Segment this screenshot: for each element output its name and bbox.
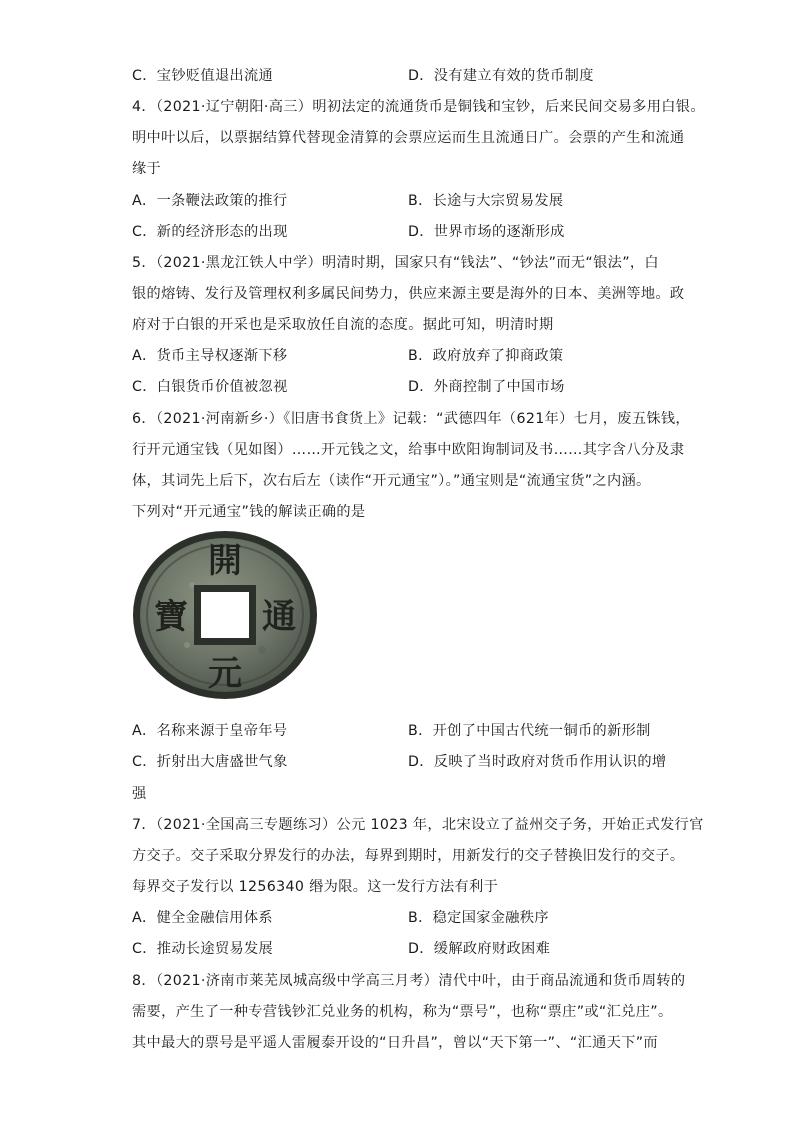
q6-stem-line-2: 行开元通宝钱（见如图）……开元钱之文，给事中欧阳询制词及书……其字含八分及隶	[132, 442, 685, 458]
q7-stem-line-3: 每界交子发行以 1256340 缗为限。这一发行方法有利于	[132, 879, 499, 895]
coin-char-bottom: 元	[208, 654, 242, 694]
q4-stem-line-3: 缘于	[132, 161, 162, 177]
coin-patina-spot	[258, 646, 266, 654]
q4-stem-line-1: 4．（2021·辽宁朝阳·高三）明初法定的流通货币是铜钱和宝钞，后来民间交易多用白银。	[132, 99, 705, 115]
q4-option-b[interactable]: B．长途与大宗贸易发展	[408, 193, 564, 209]
q6-stem-line-1: 6．（2021·河南新乡·）《旧唐书食货上》记载：“武德四年（621年）七月，废五铢钱，	[132, 411, 690, 427]
q8-stem-line-2: 需要，产生了一种专营钱钞汇兑业务的机构，称为“票号”，也称“票庄”或“汇兑庄”。	[132, 1004, 673, 1020]
q4-option-d[interactable]: D．世界市场的逐渐形成	[408, 224, 565, 240]
q8-stem-line-3: 其中最大的票号是平遥人雷履泰开设的“日升昌”，曾以“天下第一”、“汇通天下”而	[132, 1035, 658, 1051]
q6-option-d[interactable]: D．反映了当时政府对货币作用认识的增	[408, 754, 667, 770]
coin-patina-spot	[184, 642, 190, 648]
q3-option-d[interactable]: D．没有建立有效的货币制度	[408, 68, 594, 84]
q7-stem-line-1: 7．（2021·全国高三专题练习）公元 1023 年，北宋设立了益州交子务，开始正式发行官	[132, 817, 704, 833]
q4-option-c[interactable]: C．新的经济形态的出现	[132, 224, 288, 240]
q3-option-c[interactable]: C．宝钞贬值退出流通	[132, 68, 274, 84]
q4-stem-line-2: 明中叶以后，以票据结算代替现金清算的会票应运而生且流通日广。会票的产生和流通	[132, 130, 685, 146]
kaiyuan-tongbao-coin-image	[132, 530, 318, 700]
coin-square-hole	[201, 592, 249, 638]
q4-option-a[interactable]: A．一条鞭法政策的推行	[132, 193, 288, 209]
q5-stem-line-3: 府对于白银的开采也是采取放任自流的态度。据此可知，明清时期	[132, 317, 554, 333]
q6-stem-line-3: 体，其词先上后下，次右后左（读作“开元通宝”）。”通宝则是“流通宝货”之内涵。	[132, 473, 651, 489]
q7-option-d[interactable]: D．缓解政府财政困难	[408, 941, 551, 957]
q6-option-a[interactable]: A．名称来源于皇帝年号	[132, 723, 288, 739]
q6-option-c[interactable]: C．折射出大唐盛世气象	[132, 754, 288, 770]
coin-char-left: 寶	[154, 597, 188, 637]
q6-stem-line-4: 下列对“开元通宝”钱的解读正确的是	[132, 504, 366, 520]
q7-option-c[interactable]: C．推动长途贸易发展	[132, 941, 274, 957]
q5-option-a[interactable]: A．货币主导权逐渐下移	[132, 348, 288, 364]
q6-option-d-continuation: 强	[132, 786, 147, 802]
q7-stem-line-2: 方交子。交子采取分界发行的办法，每界到期时，用新发行的交子替换旧发行的交子。	[132, 848, 685, 864]
q7-option-a[interactable]: A．健全金融信用体系	[132, 910, 273, 926]
coin-char-top: 開	[208, 541, 242, 581]
q7-option-b[interactable]: B．稳定国家金融秩序	[408, 910, 549, 926]
q5-option-c[interactable]: C．白银货币价值被忽视	[132, 379, 288, 395]
q8-stem-line-1: 8．（2021·济南市莱芜凤城高级中学高三月考）清代中叶，由于商品流通和货币周转的	[132, 973, 686, 989]
q5-option-d[interactable]: D．外商控制了中国市场	[408, 379, 565, 395]
q6-option-b[interactable]: B．开创了中国古代统一铜币的新形制	[408, 723, 651, 739]
q5-stem-line-2: 银的熔铸、发行及管理权利多属民间势力，供应来源主要是海外的日本、美洲等地。政	[132, 286, 685, 302]
q5-option-b[interactable]: B．政府放弃了抑商政策	[408, 348, 564, 364]
coin-char-right: 通	[262, 597, 296, 637]
q5-stem-line-1: 5．（2021·黑龙江铁人中学）明清时期，国家只有“钱法”、“钞法”而无“银法”，白	[132, 255, 659, 271]
